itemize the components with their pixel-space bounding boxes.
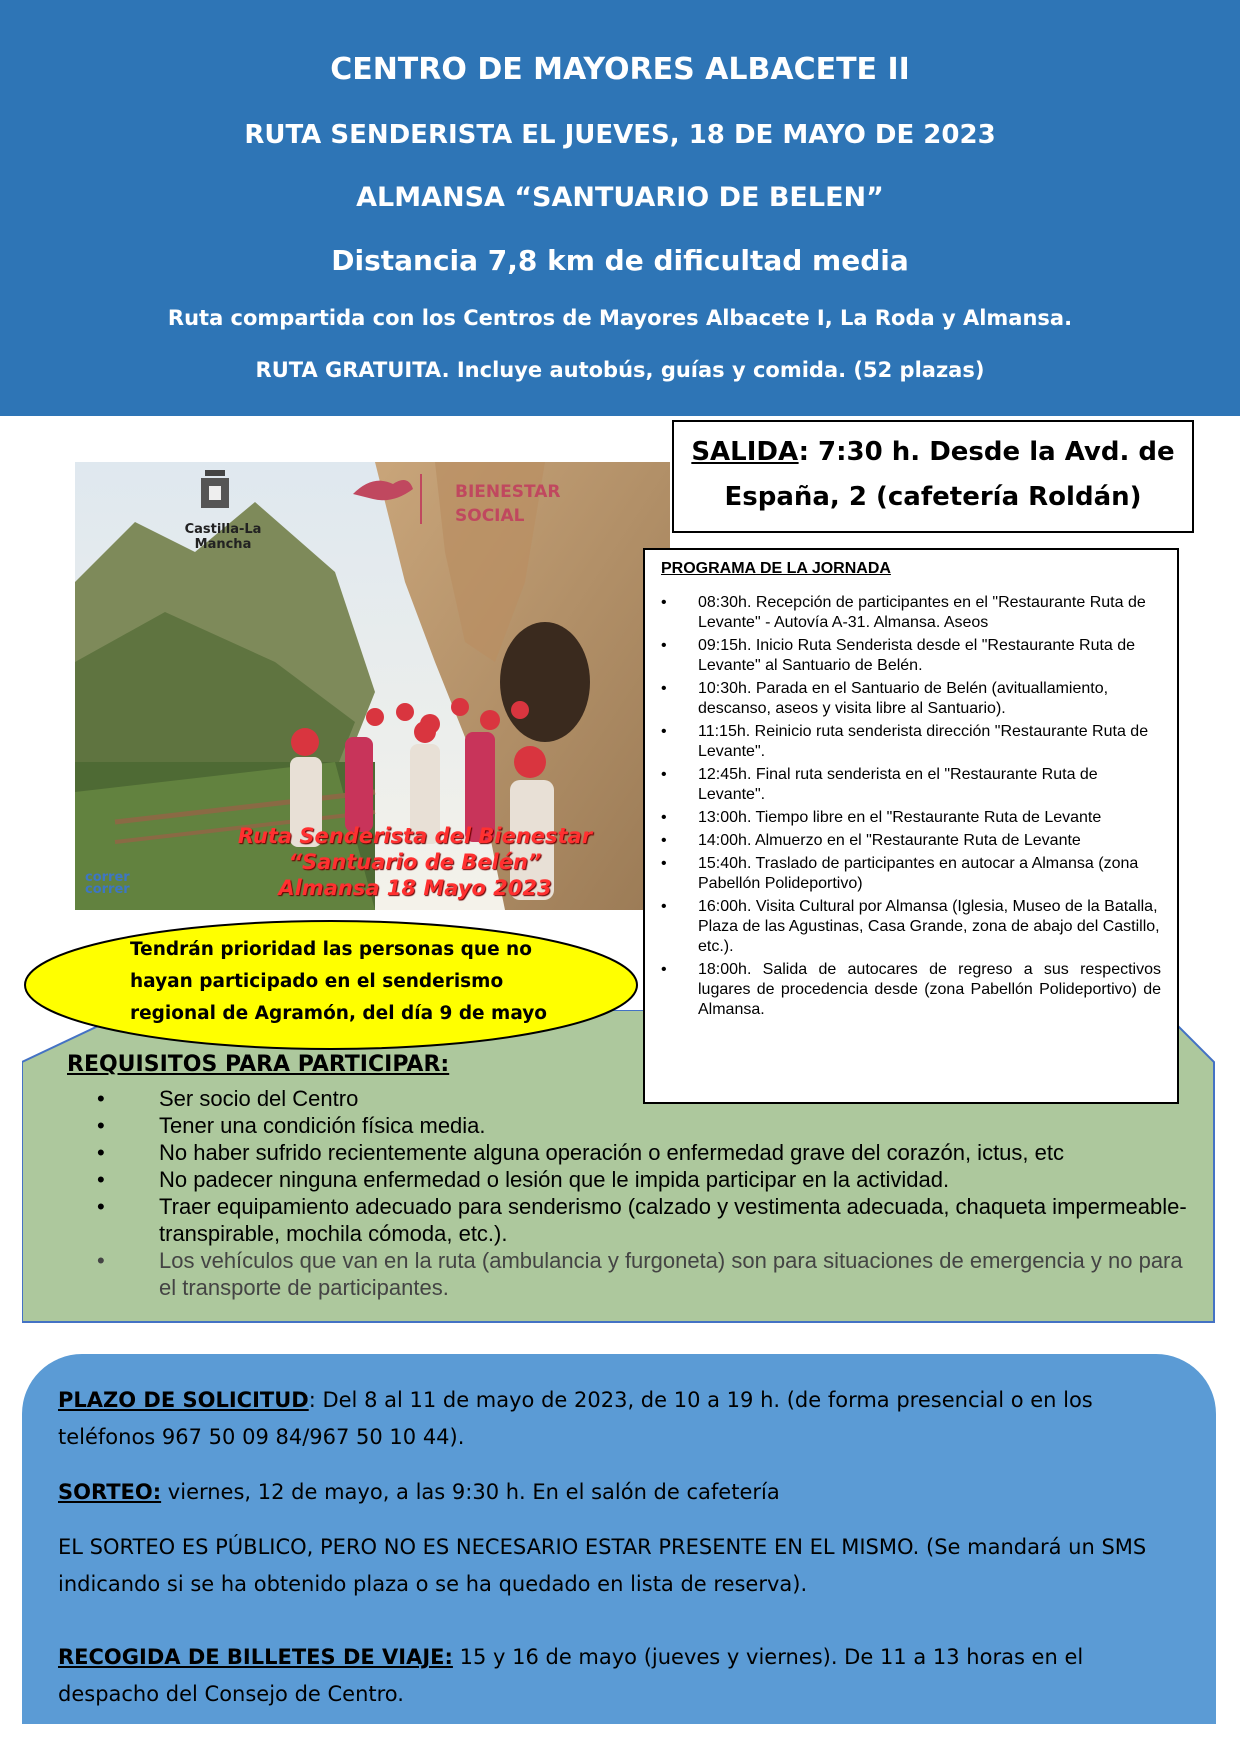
photo-caption-3: Almansa 18 Mayo 2023	[278, 876, 552, 900]
requisitos-list	[97, 1085, 1197, 1301]
prioridad-oval	[22, 918, 640, 1052]
castilla-la-mancha-logo-icon	[201, 470, 229, 508]
sorteo-label: SORTEO:	[58, 1480, 162, 1504]
photo-logo-right-1: BIENESTAR	[455, 482, 561, 502]
list-item: • Tener una condición física media.	[97, 1112, 1197, 1139]
photo-brand-2: correr	[85, 882, 130, 897]
list-item: • 14:00h. Almuerzo en el "Restaurante Ruta de Levante	[661, 831, 1161, 851]
route-free: RUTA GRATUITA. Incluye autobús, guías y comida. (52 plazas)	[255, 358, 985, 382]
sorteo-text: viernes, 12 de mayo, a las 9:30 h. En el salón de cafetería	[161, 1480, 780, 1504]
publico-paragraph: EL SORTEO ES PÚBLICO, PERO NO ES NECESARIO ESTAR PRESENTE EN EL MISMO. (Se mandará un SMS indicando si se ha obtenido plaza o se ha quedado en lista de reserva).	[58, 1535, 1147, 1596]
recogida-text: 15 y 16 de mayo (jueves y viernes). De 11 a 13 horas en el despacho del Consejo de Centro.	[58, 1645, 1084, 1706]
salida-line-2: España, 2 (cafetería Roldán)	[724, 482, 1142, 512]
list-item: • Traer equipamiento adecuado para senderismo (calzado y vestimenta adecuada, chaqueta impermeable-transpirable, mochila cómoda, etc.).	[97, 1193, 1197, 1247]
list-item: • Los vehículos que van en la ruta (ambulancia y furgoneta) son para situaciones de emergencia y no para el transporte de participantes.	[97, 1247, 1197, 1301]
hiking-photo	[75, 462, 670, 910]
photo-caption-1: Ruta Senderista del Bienestar	[237, 824, 593, 848]
header-banner	[0, 0, 1240, 416]
salida-line-1	[674, 430, 1192, 475]
salida-text-1: : 7:30 h. Desde la Avd. de	[798, 437, 1175, 467]
requisitos-title: REQUISITOS PARA PARTICIPAR:	[67, 1052, 450, 1077]
list-item: • No haber sufrido recientemente alguna operación o enfermedad grave del corazón, ictus, etc	[97, 1139, 1197, 1166]
sorteo-paragraph	[58, 1474, 1176, 1511]
photo-caption-2: “Santuario de Belén”	[288, 850, 542, 874]
list-item: • 11:15h. Reinicio ruta senderista dirección "Restaurante Ruta de Levante".	[661, 722, 1161, 762]
plazo-paragraph	[58, 1382, 1176, 1456]
list-item: • 08:30h. Recepción de participantes en el "Restaurante Ruta de Levante" - Autovía A-31. Almansa. Aseos	[661, 593, 1161, 633]
list-item: • 18:00h. Salida de autocares de regreso a sus respectivos lugares de procedencia desde (zona Pabellón Polideportivo) de Almansa.	[661, 960, 1161, 1020]
list-item: • 13:00h. Tiempo libre en el "Restaurante Ruta de Levante	[661, 808, 1161, 828]
list-item: • Ser socio del Centro	[97, 1085, 1197, 1112]
route-shared: Ruta compartida con los Centros de Mayores Albacete I, La Roda y Almansa.	[167, 306, 1073, 330]
center-title: CENTRO DE MAYORES ALBACETE II	[330, 52, 910, 87]
list-item: • No padecer ninguna enfermedad o lesión que le impida participar en la actividad.	[97, 1166, 1197, 1193]
salida-label: SALIDA	[691, 437, 799, 467]
list-item: • 10:30h. Parada en el Santuario de Belén (avituallamiento, descanso, aseos y visita libre al Santuario).	[661, 679, 1161, 719]
route-date: RUTA SENDERISTA EL JUEVES, 18 DE MAYO DE 2023	[244, 120, 996, 150]
photo-logo-left: Castilla-La Mancha	[184, 522, 262, 552]
list-item: • 15:40h. Traslado de participantes en autocar a Almansa (zona Pabellón Polideportivo)	[661, 854, 1161, 894]
prioridad-text: Tendrán prioridad las personas que no hayan participado en el senderismo regional de Agramón, del día 9 de mayo	[130, 939, 548, 1024]
photo-logo-right-2: SOCIAL	[455, 506, 525, 526]
plazo-text: : Del 8 al 11 de mayo de 2023, de 10 a 19 h. (de forma presencial o en los teléfonos 967 50 09 84/967 50 10 44).	[58, 1388, 1093, 1449]
recogida-paragraph	[58, 1639, 1176, 1713]
programa-list	[661, 593, 1161, 1020]
list-item: • 12:45h. Final ruta senderista en el "Restaurante Ruta de Levante".	[661, 765, 1161, 805]
photo-brand-1: correr	[85, 870, 130, 885]
list-item: • 16:00h. Visita Cultural por Almansa (Iglesia, Museo de la Batalla, Plaza de las Agustinas, Casa Grande, zona de abajo del Castillo, etc.).	[661, 897, 1161, 957]
route-distance: Distancia 7,8 km de dificultad media	[331, 244, 909, 277]
list-item: • 09:15h. Inicio Ruta Senderista desde el "Restaurante Ruta de Levante" al Santuario de Belén.	[661, 636, 1161, 676]
salida-box	[672, 420, 1194, 533]
programa-box	[643, 548, 1179, 1104]
plazo-label: PLAZO DE SOLICITUD	[58, 1388, 309, 1412]
route-destination: ALMANSA “SANTUARIO DE BELEN”	[356, 182, 884, 213]
programa-title: PROGRAMA DE LA JORNADA	[661, 560, 891, 577]
photo-brand	[85, 872, 130, 896]
recogida-label: RECOGIDA DE BILLETES DE VIAJE:	[58, 1645, 453, 1669]
photo-logo-right	[455, 480, 561, 528]
info-panel	[22, 1354, 1216, 1724]
